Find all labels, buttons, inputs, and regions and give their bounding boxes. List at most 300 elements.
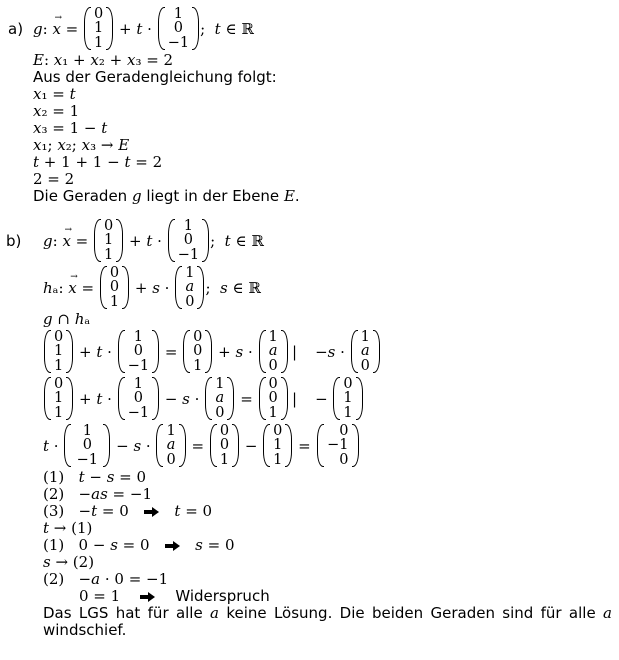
text-run: 1 (94, 20, 104, 37)
text-run: | (292, 389, 298, 408)
vector-entry (185, 266, 194, 281)
left-paren (205, 377, 212, 421)
text-run: . (294, 187, 300, 205)
column-vector (94, 219, 123, 263)
column-vector (259, 330, 288, 374)
text-run (160, 502, 174, 520)
vector-entry (110, 266, 119, 281)
vector-equation-row (33, 5, 619, 52)
column-vector (317, 424, 359, 468)
left-paren (100, 266, 107, 310)
vector-entry (54, 377, 63, 392)
text-run: − (240, 436, 263, 455)
arrow-right-icon (140, 592, 155, 602)
vector-entries (212, 377, 227, 421)
vector-entry (178, 219, 199, 234)
vector-entry (327, 453, 349, 468)
text-run: g (33, 19, 43, 38)
text-run: 1 (104, 246, 114, 263)
left-paren (158, 7, 165, 51)
vector-entries (266, 377, 281, 421)
left-paren (44, 377, 51, 421)
vector-equation-row (43, 375, 619, 422)
math-line (33, 52, 619, 69)
arrow-right-icon (165, 541, 180, 551)
text-run: − (111, 436, 134, 455)
text-run: − (84, 468, 107, 486)
vector-entries (125, 377, 152, 421)
vector-entry (185, 280, 194, 295)
vector-entry (128, 330, 149, 345)
left-paren (94, 219, 101, 263)
column-vector (263, 424, 292, 468)
text-run: : (52, 231, 63, 250)
right-paren (152, 377, 159, 421)
text-run (156, 587, 175, 605)
text-run: t (224, 231, 231, 250)
text-run: Widerspruch (175, 587, 270, 605)
math-line (43, 311, 619, 328)
text-run: (1) (43, 468, 79, 486)
left-paren (183, 330, 190, 374)
right-paren (373, 330, 380, 374)
vector-entry (273, 438, 282, 453)
text-run: ₃ = 2 (135, 51, 174, 69)
text-run: 1 (166, 422, 176, 439)
vector-entry (269, 359, 278, 374)
vector-entries (107, 266, 122, 310)
vector-entry (54, 344, 63, 359)
math-segment (160, 343, 182, 361)
text-run: −1 (127, 357, 150, 374)
text-run: ₃ → (90, 136, 119, 154)
text-run: t (136, 19, 143, 38)
right-paren (103, 424, 110, 468)
math-segment (205, 279, 260, 297)
text-run: 0 (273, 422, 283, 439)
text-run: (2) − (43, 485, 92, 503)
text-run: 1 (273, 437, 283, 454)
section-label: a) (8, 20, 24, 38)
vector-entries (175, 219, 202, 263)
text-run: ; (205, 278, 221, 297)
vector-entry (74, 424, 100, 439)
text-run: + (130, 278, 153, 297)
math-segment (240, 437, 262, 455)
right-paren (152, 330, 159, 374)
arrow-right-icon (144, 507, 159, 517)
justified-text-line (43, 605, 612, 622)
text-line (43, 622, 619, 639)
math-segment (43, 279, 99, 297)
vector-entry (94, 21, 103, 36)
vector-entry (128, 406, 149, 421)
vector-entry (54, 391, 63, 406)
vector-entry (269, 330, 278, 345)
text-run: 0 (219, 437, 230, 454)
math-line (33, 154, 619, 171)
text-run: = 2 (130, 153, 163, 171)
text-run: = 0 (180, 502, 213, 520)
text-run: t (69, 85, 76, 103)
text-run: s (327, 342, 336, 361)
text-run: a (91, 570, 101, 588)
vector-entries (71, 424, 103, 468)
text-run: (2) − (43, 570, 92, 588)
vector-entry (269, 391, 278, 406)
vector-entry (193, 344, 202, 359)
section-label: b) (6, 232, 22, 250)
text-run: 0 (94, 5, 104, 22)
math-segment (130, 279, 174, 297)
text-run: E (283, 187, 295, 205)
text-run: x (90, 51, 99, 69)
math-line (43, 469, 619, 486)
vector-entry (128, 377, 149, 392)
text-run: 0 (133, 390, 143, 407)
text-run (181, 536, 195, 554)
text-run: s (110, 536, 118, 554)
text-run: (1) 0 − (43, 536, 111, 554)
column-vector (158, 7, 199, 51)
text-run: 1 (54, 404, 64, 421)
math-segment (33, 20, 83, 38)
math-segment (74, 390, 116, 408)
vector-entries (101, 219, 116, 263)
text-run: ∈ ℝ (230, 231, 264, 250)
text-run: 1 (273, 451, 283, 468)
text-run: 0 (268, 375, 278, 392)
math-line (43, 486, 619, 503)
section-b (0, 217, 619, 639)
vector-entries (165, 7, 192, 51)
math-segment (292, 343, 297, 361)
left-paren (118, 377, 125, 421)
text-run: t (146, 231, 153, 250)
vector-entry (220, 453, 229, 468)
text-run: liegt in der Ebene (141, 187, 284, 205)
vector-entries (270, 424, 285, 468)
text-run: 1 (185, 264, 195, 281)
vector-entry (343, 377, 352, 392)
text-run: = −1 (107, 485, 152, 503)
text-run: = (293, 436, 316, 455)
text-run: · (335, 342, 350, 361)
right-paren (116, 219, 123, 263)
math-segment (124, 232, 166, 250)
text-run: − (315, 389, 333, 408)
text-run: t (78, 468, 85, 486)
vector-entry (269, 406, 278, 421)
column-vector (168, 219, 209, 263)
text-run: · (189, 389, 205, 408)
vector-entry (193, 359, 202, 374)
math-segment (315, 390, 332, 408)
vector-equation-row (43, 264, 619, 311)
vector-entry (343, 391, 352, 406)
left-paren (210, 424, 217, 468)
text-run: 0 (185, 293, 195, 310)
text-run: t (43, 519, 50, 537)
text-run: t (174, 502, 181, 520)
vector-entry (54, 406, 63, 421)
column-vector (64, 424, 110, 468)
column-vector (100, 266, 129, 310)
vector-entry (178, 248, 199, 263)
vector-entry (54, 330, 63, 345)
text-run: 0 (173, 20, 183, 37)
math-segment (114, 20, 156, 38)
left-paren (118, 330, 125, 374)
right-paren (179, 424, 186, 468)
text-run: ∩ (52, 310, 75, 328)
text-run: 0 (166, 451, 176, 468)
text-run: − (160, 389, 183, 408)
left-paren (168, 219, 175, 263)
text-run: s (152, 278, 160, 297)
left-paren (259, 377, 266, 421)
text-run: 0 (339, 422, 349, 439)
text-run: 0 (82, 437, 92, 454)
column-vector (175, 266, 204, 310)
vector-equation-row (43, 328, 619, 375)
column-vector (351, 330, 380, 374)
text-run: ₂ = 1 (41, 102, 80, 120)
text-run: 0 (268, 390, 278, 407)
text-run: ₃ = 1 − (41, 119, 102, 137)
vector-entry (185, 295, 194, 310)
text-run: x (33, 119, 42, 137)
text-run: h (43, 278, 53, 297)
text-run: | (292, 342, 298, 361)
text-run: = (186, 436, 209, 455)
vector-arrow-symbol: x → (68, 279, 76, 297)
vector-entry (104, 219, 113, 234)
math-segment (160, 390, 204, 408)
left-paren (317, 424, 324, 468)
vector-entry (269, 344, 278, 359)
column-vector (210, 424, 239, 468)
text-run: = 0 (97, 502, 144, 520)
text-run: h (74, 310, 85, 328)
vector-entries (217, 424, 232, 468)
column-vector (44, 377, 73, 421)
text-run: 0 (193, 343, 203, 360)
right-paren (232, 424, 239, 468)
text-run: −1 (76, 451, 99, 468)
vector-arrow-symbol: x → (52, 20, 60, 38)
text-run: ₁ = (41, 85, 70, 103)
math-segment (315, 343, 350, 361)
math-segment (74, 343, 116, 361)
text-run: → (1) (49, 519, 93, 537)
text-run: t (96, 342, 103, 361)
vector-entry (166, 438, 175, 453)
vector-entries (51, 330, 66, 374)
vector-entry (104, 233, 113, 248)
right-paren (192, 7, 199, 51)
text-run: + 1 + 1 − (39, 153, 125, 171)
text-run: = 0 (114, 468, 147, 486)
vector-entry (128, 344, 149, 359)
text-run: 0 (109, 264, 120, 281)
text-run: 0 (54, 375, 64, 392)
column-vector (205, 377, 234, 421)
column-vector (259, 377, 288, 421)
text-run: −1 (127, 404, 150, 421)
text-run: 0 (133, 343, 143, 360)
text-run: 1 (54, 357, 64, 374)
text-run: 0 (343, 375, 353, 392)
text-run: t (124, 153, 131, 171)
vector-entry (128, 359, 149, 374)
text-run: · (152, 231, 167, 250)
math-segment (187, 437, 209, 455)
text-run: : (43, 51, 54, 69)
text-run: 1 (104, 232, 114, 249)
math-line (33, 120, 619, 137)
vector-entry (178, 233, 199, 248)
vector-entry (54, 359, 63, 374)
vector-entries (182, 266, 197, 310)
text-run: 1 (173, 5, 183, 22)
math-line (33, 171, 619, 188)
right-paren (281, 330, 288, 374)
vector-entry (273, 453, 282, 468)
right-paren (356, 377, 363, 421)
vector-entry (168, 21, 189, 36)
text-run: 1 (193, 357, 203, 374)
text-run: a (166, 437, 176, 454)
text-run: ; (210, 231, 225, 250)
math-line (43, 537, 619, 554)
text-run: s (106, 468, 115, 486)
math-line (43, 554, 619, 571)
text-run: −1 (327, 437, 349, 454)
vector-entry (269, 377, 278, 392)
text-run: s (235, 342, 244, 361)
column-vector (118, 377, 159, 421)
text-run: ₁ + (62, 51, 91, 69)
text-run: 1 (94, 34, 104, 51)
math-line (33, 137, 619, 154)
text-run: x (33, 102, 42, 120)
left-paren (156, 424, 163, 468)
text-run: a (210, 604, 219, 622)
row-operation-annotation (292, 328, 381, 375)
column-vector (333, 377, 362, 421)
text-run: · (141, 436, 156, 455)
text-run: ∈ ℝ (227, 278, 261, 297)
text-run: x (53, 51, 63, 69)
text-run: x (126, 51, 136, 69)
text-run: E (33, 51, 44, 69)
right-paren (66, 330, 73, 374)
text-run: · (243, 342, 258, 361)
text-run: t (96, 389, 103, 408)
text-run: 0 (219, 422, 230, 439)
right-paren (66, 377, 73, 421)
vector-entry (220, 424, 229, 439)
vector-entry (215, 391, 224, 406)
left-paren (351, 330, 358, 374)
vector-entry (327, 438, 349, 453)
right-paren (205, 330, 212, 374)
text-run: = (160, 342, 183, 361)
left-paren (44, 330, 51, 374)
vector-entries (340, 377, 355, 421)
text-run: 0 (54, 328, 64, 345)
text-run: s (195, 536, 203, 554)
text-run: −1 (177, 246, 200, 263)
right-paren (197, 266, 204, 310)
text-run: x (57, 136, 66, 154)
text-run: g (131, 187, 142, 205)
left-paren (64, 424, 71, 468)
vector-entry (104, 248, 113, 263)
text-run: = (76, 278, 99, 297)
text-run: · (102, 389, 117, 408)
math-line (43, 571, 619, 588)
vector-entry (220, 438, 229, 453)
text-run: ₂; (65, 136, 82, 154)
text-run: s (43, 553, 51, 571)
vector-entry (361, 344, 370, 359)
text-run: E (118, 136, 130, 154)
column-vector (84, 7, 113, 51)
left-paren (259, 330, 266, 374)
text-run: − (315, 342, 328, 361)
text-run: 1 (183, 217, 193, 234)
text-run: : (42, 19, 53, 38)
vector-entry (128, 391, 149, 406)
text-run: → (2) (50, 553, 95, 571)
text-run: 1 (82, 422, 92, 439)
text-run: = (60, 19, 84, 38)
text-run: · (102, 342, 117, 361)
vector-entry (273, 424, 282, 439)
vector-equation-row (43, 422, 619, 469)
text-run: t (43, 436, 50, 455)
text-run: = (70, 231, 94, 250)
right-paren (285, 424, 292, 468)
left-paren (175, 266, 182, 310)
column-vector (118, 330, 159, 374)
text-run: ₁; (41, 136, 58, 154)
vector-entry (361, 359, 370, 374)
text-run: = 0 (202, 536, 235, 554)
vector-entries (266, 330, 281, 374)
text-run: 1 (268, 328, 278, 345)
vector-entry (110, 280, 119, 295)
math-segment (200, 20, 254, 38)
text-run: ; (200, 19, 215, 38)
section-content (43, 217, 619, 639)
text-run: + (74, 342, 97, 361)
text-line (33, 188, 619, 205)
column-vector (156, 424, 185, 468)
math-line (33, 103, 619, 120)
vector-equation-row (43, 217, 619, 264)
vector-entry (343, 406, 352, 421)
left-paren (84, 7, 91, 51)
right-paren (202, 219, 209, 263)
vector-entry (110, 295, 119, 310)
text-run: 0 (215, 404, 225, 421)
text-run: = (235, 389, 258, 408)
text-run: g (43, 231, 53, 250)
text-run: Die Geraden (33, 187, 132, 205)
